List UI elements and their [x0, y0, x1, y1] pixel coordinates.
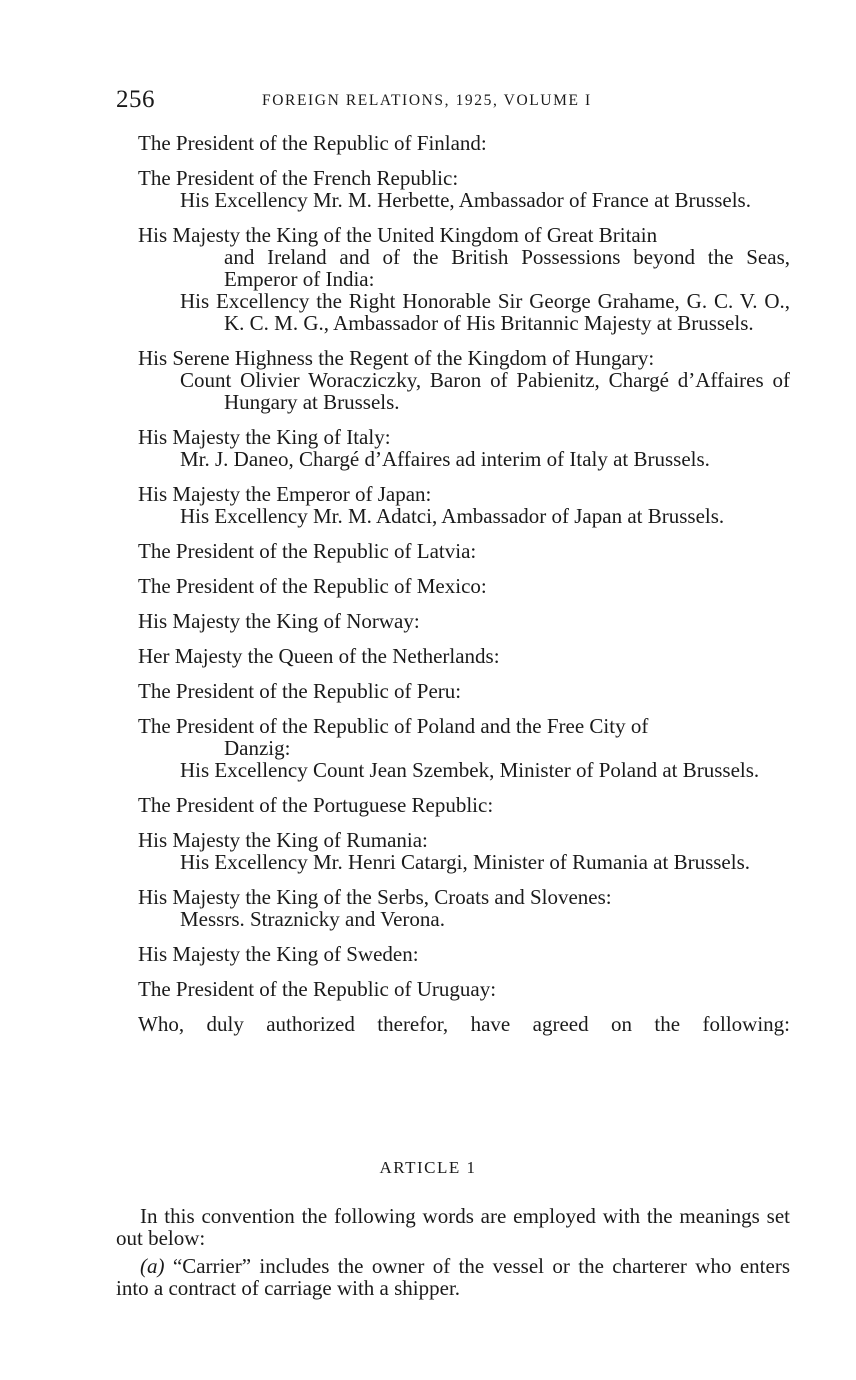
- sovereign-title: [138, 610, 790, 632]
- sovereign-title: [138, 167, 790, 189]
- plenipotentiary: His Excellency Count Jean Szembek, Minister of Poland at Brussels.: [180, 758, 760, 782]
- sovereign-title-text: The President of the Republic of Poland and the Free City of: [138, 714, 649, 738]
- signatory-entry: [138, 132, 790, 154]
- sovereign-title: [138, 794, 790, 816]
- sovereign-title-continuation: and Ireland and of the British Possessions beyond the Seas, Emperor of India:: [224, 245, 790, 291]
- sovereign-title: [138, 978, 790, 1000]
- sovereign-title: [138, 575, 790, 597]
- signatory-entry: [138, 575, 790, 597]
- article-intro: In this convention the following words are employed with the meanings set out below:: [116, 1204, 790, 1250]
- signatory-entry: [138, 680, 790, 702]
- signatory-entry: [138, 645, 790, 667]
- signatory-entry: [138, 829, 790, 873]
- plenipotentiary: Count Olivier Woracziczky, Baron of Pabienitz, Chargé d’Affaires of Hungary at Brussels.: [180, 368, 790, 414]
- sovereign-title: [138, 132, 790, 154]
- signatory-entry: [138, 426, 790, 470]
- plenipotentiary: His Excellency Mr. M. Herbette, Ambassador of France at Brussels.: [180, 188, 751, 212]
- article-clause: [116, 1255, 790, 1299]
- page-number: 256: [116, 86, 155, 113]
- sovereign-title-text: The President of the Republic of Latvia:: [138, 539, 477, 563]
- sovereign-title-text: His Majesty the King of the Serbs, Croats and Slovenes:: [138, 885, 612, 909]
- signatory-entry: [138, 886, 790, 930]
- plenipotentiary: His Excellency Mr. M. Adatci, Ambassador of Japan at Brussels.: [180, 504, 725, 528]
- signatory-entry: [138, 224, 790, 334]
- sovereign-title: [138, 426, 790, 448]
- sovereign-title-text: His Serene Highness the Regent of the Kingdom of Hungary:: [138, 346, 655, 370]
- sovereign-title: [138, 347, 790, 369]
- plenipotentiary: Messrs. Straznicky and Verona.: [180, 907, 445, 931]
- sovereign-title-text: His Majesty the King of the United Kingdom of Great Britain: [138, 223, 658, 247]
- sovereign-title-text: The President of the Republic of Mexico:: [138, 574, 487, 598]
- sovereign-title-text: His Majesty the King of Italy:: [138, 425, 391, 449]
- sovereign-title-text: His Majesty the Emperor of Japan:: [138, 482, 432, 506]
- plenipotentiary: His Excellency the Right Honorable Sir George Grahame, G. C. V. O., K. C. M. G., Ambassador of His Britannic Majesty at Brussels.: [180, 289, 790, 335]
- sovereign-title: [138, 680, 790, 702]
- signatory-entry: [138, 943, 790, 965]
- article-title: ARTICLE 1: [379, 1158, 477, 1177]
- signatory-entry: [138, 715, 790, 781]
- sovereign-title-text: His Majesty the King of Sweden:: [138, 942, 419, 966]
- signatory-entry: [138, 610, 790, 632]
- sovereign-title-text: His Majesty the King of Rumania:: [138, 828, 428, 852]
- signatories-list: [138, 132, 790, 1035]
- plenipotentiary: Mr. J. Daneo, Chargé d’Affaires ad interim of Italy at Brussels.: [180, 447, 710, 471]
- article-body: [116, 1205, 790, 1305]
- signatory-entry: [138, 167, 790, 211]
- signatory-entry: [138, 978, 790, 1000]
- sovereign-title: [138, 224, 790, 290]
- signatory-entry: [138, 794, 790, 816]
- signatory-entry: [138, 540, 790, 562]
- sovereign-title: [138, 943, 790, 965]
- sovereign-title-text: The President of the Portuguese Republic:: [138, 793, 494, 817]
- sovereign-title-text: Her Majesty the Queen of the Netherlands:: [138, 644, 500, 668]
- page-header: [116, 86, 792, 120]
- sovereign-title-continuation: Danzig:: [224, 736, 291, 760]
- sovereign-title-text: The President of the Republic of Peru:: [138, 679, 462, 703]
- agreed-line: Who, duly authorized therefor, have agreed on the following:: [138, 1012, 790, 1036]
- clause-text: “Carrier” includes the owner of the vessel or the charterer who enters into a contract of carriage with a shipper.: [116, 1254, 791, 1300]
- sovereign-title: [138, 540, 790, 562]
- sovereign-title-text: The President of the French Republic:: [138, 166, 459, 190]
- clause-label: (a): [140, 1254, 165, 1278]
- plenipotentiary: His Excellency Mr. Henri Catargi, Minister of Rumania at Brussels.: [180, 850, 751, 874]
- entries-container: [138, 132, 790, 1000]
- sovereign-title: [138, 715, 790, 759]
- sovereign-title: [138, 483, 790, 505]
- sovereign-title-text: The President of the Republic of Uruguay:: [138, 977, 497, 1001]
- running-head: FOREIGN RELATIONS, 1925, VOLUME I: [262, 92, 592, 109]
- signatory-entry: [138, 483, 790, 527]
- sovereign-title-text: His Majesty the King of Norway:: [138, 609, 420, 633]
- sovereign-title-text: The President of the Republic of Finland:: [138, 131, 487, 155]
- sovereign-title: [138, 886, 790, 908]
- sovereign-title: [138, 645, 790, 667]
- sovereign-title: [138, 829, 790, 851]
- signatory-entry: [138, 347, 790, 413]
